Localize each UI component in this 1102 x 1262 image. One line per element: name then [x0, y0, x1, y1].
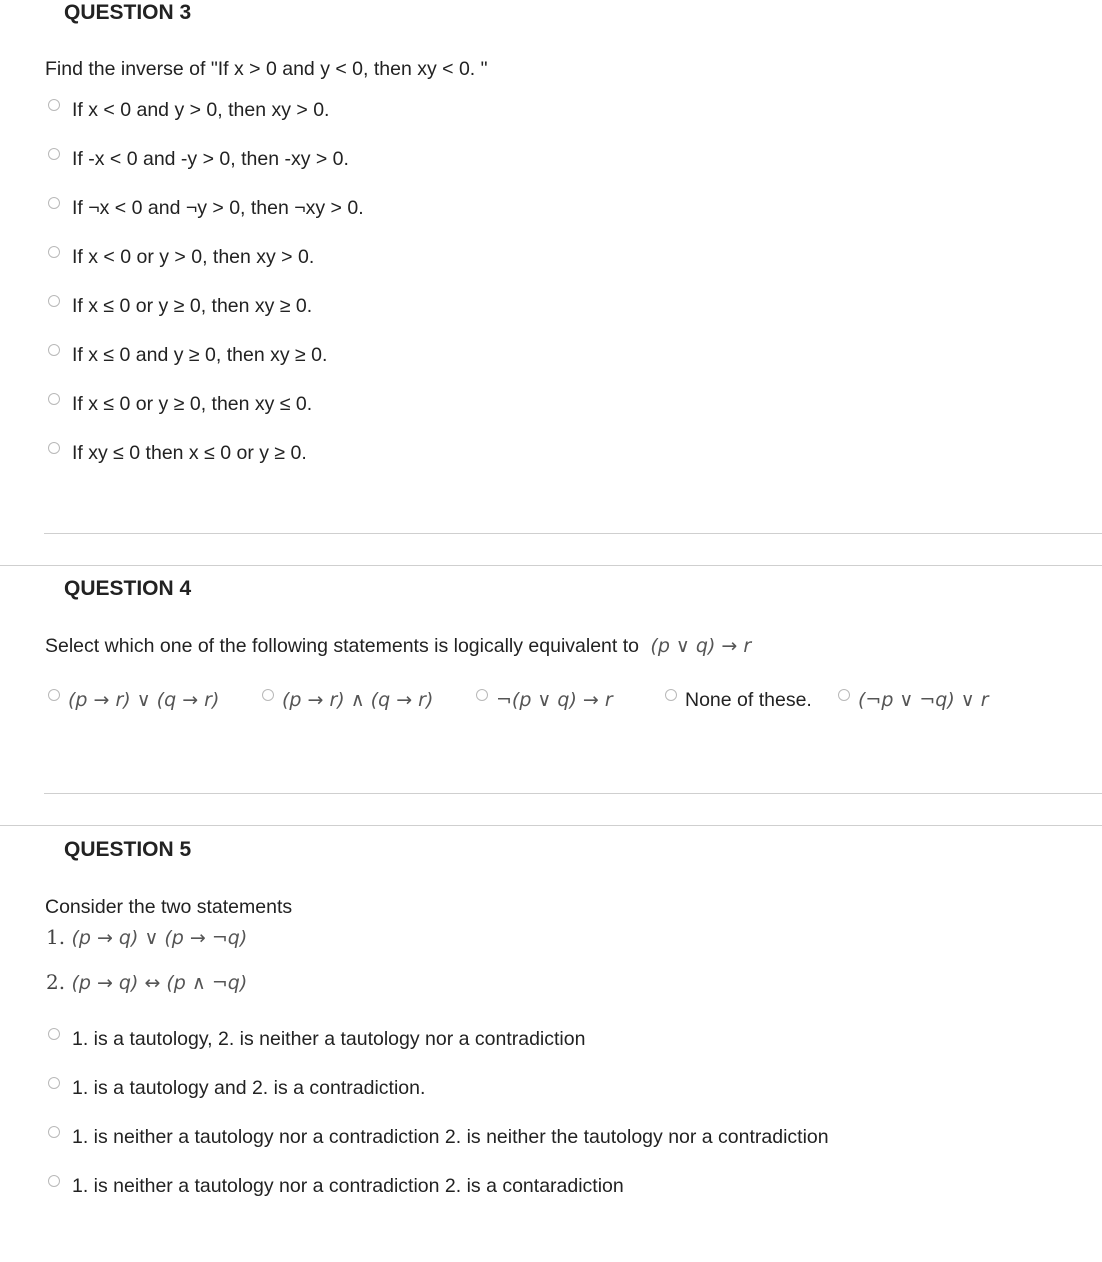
- question-4-prompt: [45, 634, 751, 658]
- option-label: 1. is a tautology, 2. is neither a tautology nor a contradiction: [72, 1028, 586, 1050]
- option-label: If -x < 0 and -y > 0, then -xy > 0.: [72, 148, 349, 170]
- option-label: If x ≤ 0 and y ≥ 0, then xy ≥ 0.: [72, 344, 328, 366]
- statement-1: [46, 924, 247, 951]
- option-label: If x < 0 or y > 0, then xy > 0.: [72, 246, 315, 268]
- q5-option-4[interactable]: [48, 1174, 624, 1200]
- q3-option-4[interactable]: [48, 245, 314, 271]
- radio-button[interactable]: [48, 1175, 60, 1187]
- statement-number: 2.: [46, 970, 66, 994]
- radio-button[interactable]: [48, 1077, 60, 1089]
- option-label: (p → r) ∨ (q → r): [68, 689, 220, 711]
- option-label: If x ≤ 0 or y ≥ 0, then xy ≥ 0.: [72, 295, 313, 317]
- option-label: If x < 0 and y > 0, then xy > 0.: [72, 99, 330, 121]
- option-label: If xy ≤ 0 then x ≤ 0 or y ≥ 0.: [72, 442, 307, 464]
- question-4-expression: (p ∨ q) → r: [650, 635, 752, 657]
- radio-button[interactable]: [48, 1126, 60, 1138]
- option-label: None of these.: [685, 689, 812, 711]
- radio-button[interactable]: [48, 148, 60, 160]
- section-divider: [0, 825, 1102, 826]
- divider: [44, 793, 1102, 794]
- q4-option-1[interactable]: [48, 688, 219, 712]
- radio-button[interactable]: [48, 689, 60, 701]
- divider: [44, 533, 1102, 534]
- question-4-prompt-text: Select which one of the following statements is logically equivalent to: [45, 635, 639, 657]
- option-label: If ¬x < 0 and ¬y > 0, then ¬xy > 0.: [72, 197, 364, 219]
- statement-expression: (p → q) ∨ (p → ¬q): [71, 927, 248, 949]
- question-5-title: QUESTION 5: [64, 838, 192, 861]
- q3-option-8[interactable]: [48, 441, 307, 467]
- radio-button[interactable]: [48, 442, 60, 454]
- question-3-prompt: Find the inverse of "If x > 0 and y < 0, then xy < 0. ": [45, 58, 488, 80]
- q3-option-7[interactable]: [48, 392, 312, 418]
- radio-button[interactable]: [48, 295, 60, 307]
- radio-button[interactable]: [48, 1028, 60, 1040]
- q4-option-2[interactable]: [262, 688, 433, 712]
- q4-option-3[interactable]: [476, 688, 613, 712]
- radio-button[interactable]: [838, 689, 850, 701]
- question-4-title: QUESTION 4: [64, 577, 192, 600]
- radio-button[interactable]: [48, 99, 60, 111]
- q5-option-2[interactable]: [48, 1076, 425, 1102]
- section-divider: [0, 565, 1102, 566]
- radio-button[interactable]: [262, 689, 274, 701]
- statement-2: [46, 969, 247, 996]
- q3-option-2[interactable]: [48, 147, 349, 173]
- q4-option-4[interactable]: [665, 688, 812, 712]
- option-label: (¬p ∨ ¬q) ∨ r: [858, 689, 989, 711]
- statement-expression: (p → q) ↔ (p ∧ ¬q): [71, 972, 248, 994]
- radio-button[interactable]: [476, 689, 488, 701]
- q3-option-3[interactable]: [48, 196, 364, 222]
- question-3-title: QUESTION 3: [64, 1, 192, 24]
- radio-button[interactable]: [48, 393, 60, 405]
- q3-option-6[interactable]: [48, 343, 327, 369]
- option-label: 1. is neither a tautology nor a contradiction 2. is neither the tautology nor a contradiction: [72, 1126, 829, 1148]
- q4-option-5[interactable]: [838, 688, 989, 712]
- q3-option-5[interactable]: [48, 294, 312, 320]
- statement-number: 1.: [46, 925, 66, 949]
- option-label: ¬(p ∨ q) → r: [496, 689, 613, 711]
- q5-option-3[interactable]: [48, 1125, 829, 1151]
- option-label: (p → r) ∧ (q → r): [282, 689, 434, 711]
- radio-button[interactable]: [48, 246, 60, 258]
- radio-button[interactable]: [665, 689, 677, 701]
- q5-option-1[interactable]: [48, 1027, 585, 1053]
- option-label: If x ≤ 0 or y ≥ 0, then xy ≤ 0.: [72, 393, 313, 415]
- question-5-prompt: Consider the two statements: [45, 896, 293, 918]
- radio-button[interactable]: [48, 197, 60, 209]
- q3-option-1[interactable]: [48, 98, 329, 124]
- option-label: 1. is a tautology and 2. is a contradiction.: [72, 1077, 426, 1099]
- radio-button[interactable]: [48, 344, 60, 356]
- option-label: 1. is neither a tautology nor a contradiction 2. is a contaradiction: [72, 1175, 624, 1197]
